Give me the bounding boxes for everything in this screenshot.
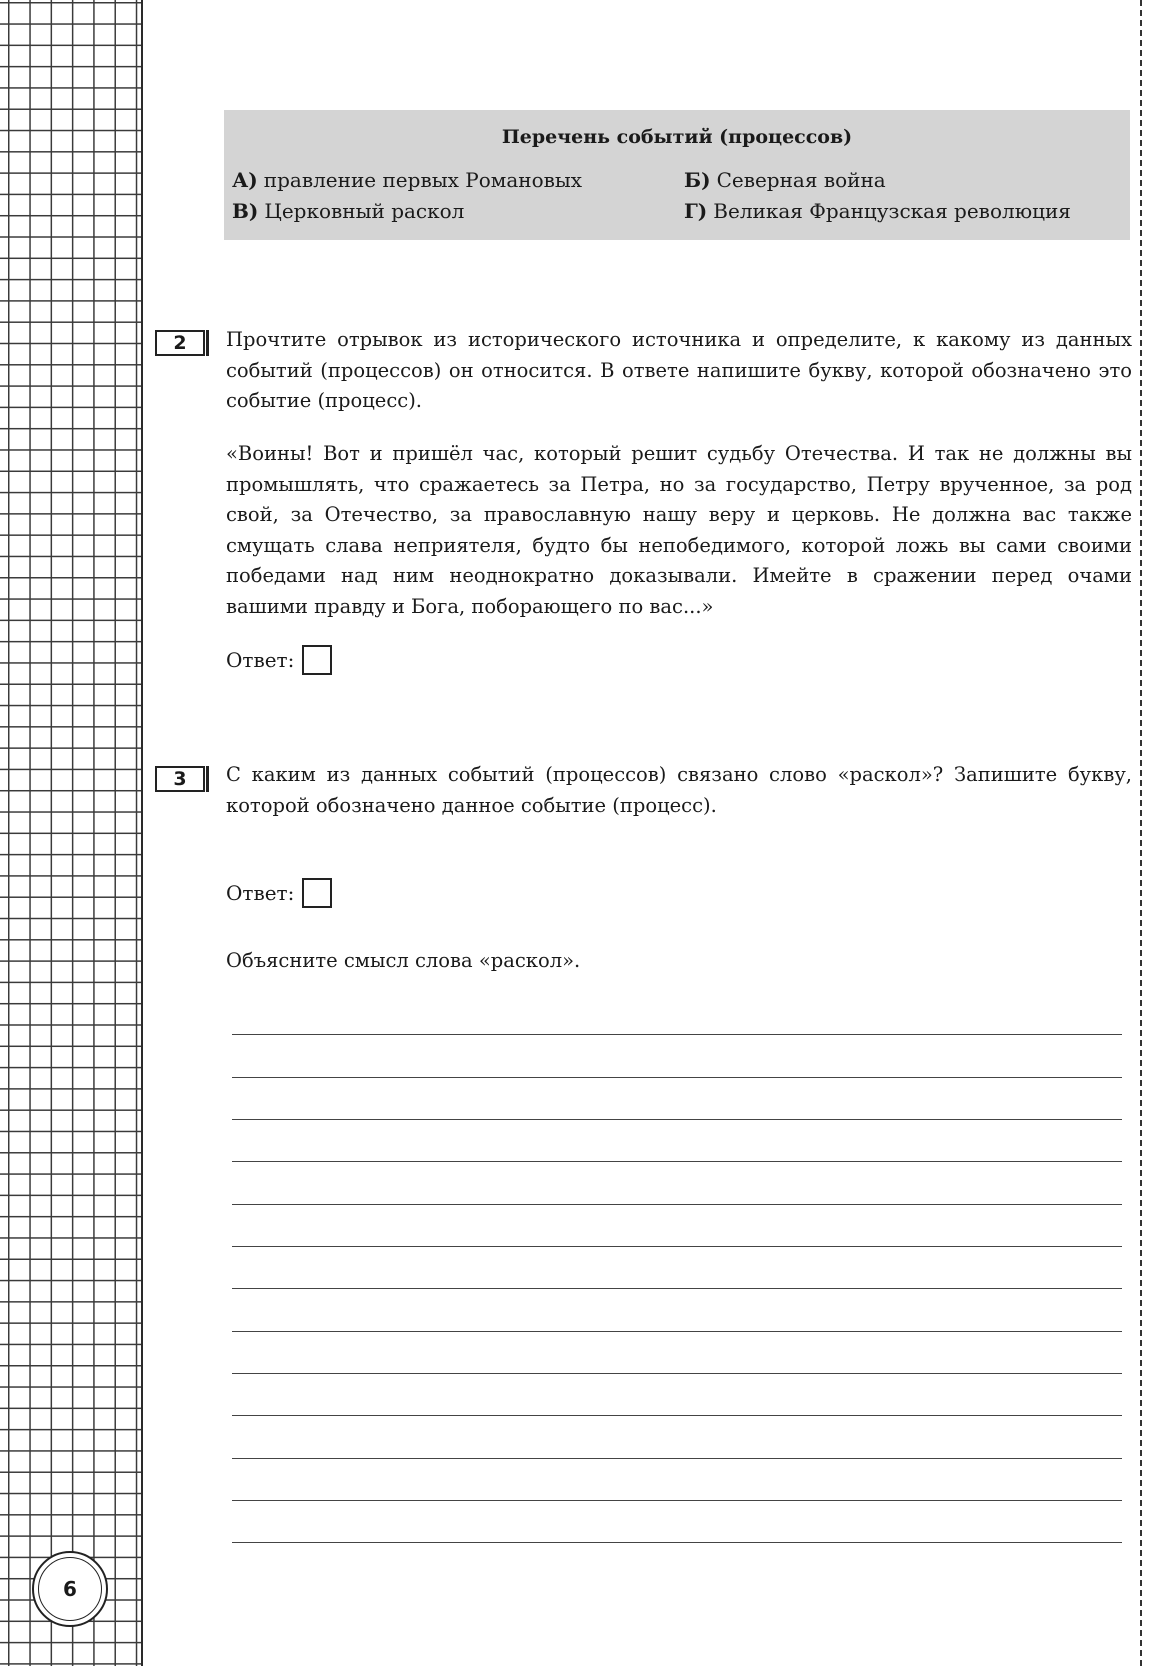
page-number-badge [32, 1551, 108, 1627]
answer-write-line[interactable] [232, 1288, 1122, 1289]
answer-write-line[interactable] [232, 1077, 1122, 1078]
task-2-answer-box[interactable] [302, 645, 332, 675]
answer-label: Ответ: [226, 881, 295, 905]
task-3-answer-box[interactable] [302, 878, 332, 908]
task-3-answer-row [226, 878, 332, 908]
task-2-number: 2 [155, 330, 205, 356]
event-letter: Г) [684, 199, 708, 223]
answer-write-line[interactable] [232, 1415, 1122, 1416]
answer-write-line[interactable] [232, 1246, 1122, 1247]
answer-write-line[interactable] [232, 1204, 1122, 1205]
answer-label: Ответ: [226, 648, 295, 672]
event-text: Церковный раскол [264, 199, 465, 223]
answer-write-line[interactable] [232, 1458, 1122, 1459]
answer-write-line[interactable] [232, 1373, 1122, 1374]
answer-write-line[interactable] [232, 1331, 1122, 1332]
task-3-explain-prompt: Объясните смысл слова «раскол». [226, 949, 581, 972]
events-list-box [224, 110, 1130, 240]
answer-write-line[interactable] [232, 1034, 1122, 1035]
event-letter: Б) [684, 168, 711, 192]
task-2-answer-row [226, 645, 332, 675]
answer-write-line[interactable] [232, 1542, 1122, 1543]
margin-grid [0, 0, 143, 1666]
event-letter: В) [232, 199, 259, 223]
event-letter: А) [232, 168, 258, 192]
event-item-g [684, 199, 1071, 223]
events-list-title: Перечень событий (процессов) [501, 126, 853, 148]
task-2-quote: «Воины! Вот и пришёл час, который решит судьбу Отечества. И так не должны вы промышлять, что сражаетесь за Петра, но за государство, Петру врученное, за род свой, за Отечество, за православную нашу веру и церковь. Не должна вас также смущать слава неприятеля, будто бы непобедимого, которой ложь вы сами своими победами над ним неоднократно доказывали. Имейте в сражении перед очами вашими правду и Бога, поборающего по вас...» [226, 442, 1132, 618]
page-number: 6 [38, 1557, 102, 1621]
answer-write-line[interactable] [232, 1500, 1122, 1501]
event-text: Северная война [716, 168, 886, 192]
answer-write-line[interactable] [232, 1119, 1122, 1120]
event-item-v [232, 199, 464, 223]
task-3-instruction: С каким из данных событий (процессов) связано слово «раскол»? Запишите букву, которой обозначено данное событие (процесс). [226, 763, 1132, 817]
task-2-instruction: Прочтите отрывок из исторического источника и определите, к какому из данных событий (процессов) он относится. В ответе напишите букву, которой обозначено это событие (процесс). [226, 328, 1132, 412]
answer-write-line[interactable] [232, 1161, 1122, 1162]
task-3-number: 3 [155, 766, 205, 792]
cut-line [1140, 0, 1142, 1666]
event-item-b [684, 168, 886, 192]
event-item-a [232, 168, 582, 192]
event-text: Великая Французская революция [713, 199, 1071, 223]
event-text: правление первых Романовых [263, 168, 583, 192]
